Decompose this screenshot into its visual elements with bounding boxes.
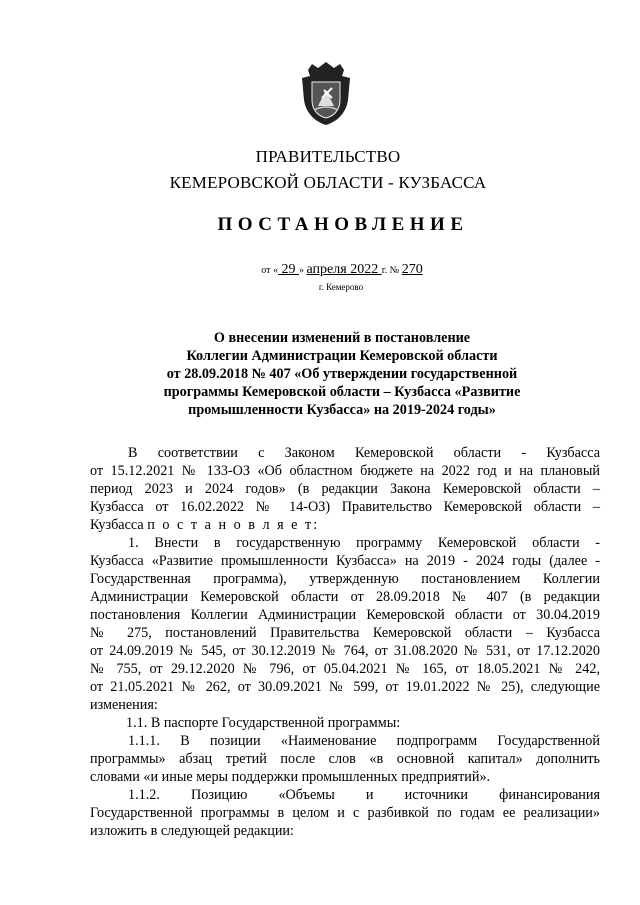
- body-line: № 275, постановлений Правительства Кемеровской области – Кузбасса: [90, 625, 600, 641]
- body-line: Администрации Кемеровской области от 28.09.2018 № 407 (в редакции: [90, 589, 600, 605]
- body-line: 1. Внести в государственную программу Кемеровской области -: [128, 535, 600, 551]
- body-line: период 2023 и 2024 годов» (в редакции Закона Кемеровской области –: [90, 481, 600, 497]
- title-line: Коллегии Администрации Кемеровской области: [186, 348, 498, 364]
- body-line: 1.1.1. В позиции «Наименование подпрограмм Государственной: [128, 733, 600, 749]
- date-mid: »: [299, 265, 307, 276]
- coat-of-arms-icon: [298, 60, 354, 126]
- body-line: Кузбасса от 16.02.2022 № 14-ОЗ) Правительство Кемеровской области –: [90, 499, 600, 515]
- body-text: Кузбасса: [90, 517, 148, 533]
- body-line: словами «и иные меры поддержки промышленных предприятий».: [90, 769, 491, 785]
- city-name: г. Кемерово: [318, 282, 364, 292]
- date-day: 29: [278, 262, 300, 277]
- title-line: программы Кемеровской области – Кузбасса «Развитие: [163, 384, 521, 400]
- document-number: 270: [401, 262, 423, 277]
- document-type-heading: ПОСТАНОВЛЕНИЕ: [217, 214, 469, 235]
- body-line: Кузбасса «Развитие промышленности Кузбасса» на 2019 - 2024 годы (далее -: [90, 553, 600, 569]
- body-line: Государственной программы в целом и с разбивкой по годам ее реализации»: [90, 805, 600, 821]
- body-line: от 21.05.2021 № 262, от 30.09.2021 № 599, от 19.01.2022 № 25), следующие: [90, 679, 600, 695]
- body-line: В соответствии с Законом Кемеровской области - Кузбасса: [128, 445, 600, 461]
- body-line: постановления Коллегии Администрации Кемеровской области от 30.04.2019: [90, 607, 600, 623]
- body-line: от 15.12.2021 № 133-ОЗ «Об областном бюджете на 2022 год и на плановый: [90, 463, 600, 479]
- body-line: 1.1.2. Позицию «Объемы и источники финансирования: [128, 787, 600, 803]
- title-line: от 28.09.2018 № 407 «Об утверждении государственной: [166, 366, 518, 382]
- date-suffix: г. №: [381, 265, 400, 276]
- title-line: промышленности Кузбасса» на 2019-2024 годы»: [188, 402, 496, 418]
- body-line: изложить в следующей редакции:: [90, 823, 294, 839]
- date-month-year: апреля 2022: [306, 262, 382, 277]
- title-line: О внесении изменений в постановление: [213, 330, 471, 346]
- document-title: [100, 329, 584, 419]
- government-name-line2: КЕМЕРОВСКОЙ ОБЛАСТИ - КУЗБАССА: [169, 173, 487, 192]
- body-line: от 24.09.2019 № 545, от 30.12.2019 № 764, от 31.08.2020 № 531, от 17.12.2020: [90, 643, 600, 659]
- body-line: 1.1. В паспорте Государственной программы:: [126, 715, 401, 731]
- resolves-word: п о с т а н о в л я е т:: [147, 517, 320, 533]
- body-line: изменения:: [90, 697, 158, 713]
- date-prefix: от «: [261, 265, 279, 276]
- date-number-line: [0, 262, 640, 278]
- body-line: [90, 516, 600, 534]
- body-line: Государственная программа), утвержденную постановлением Коллегии: [90, 571, 600, 587]
- government-name-line1: ПРАВИТЕЛЬСТВО: [255, 147, 401, 166]
- document-body: [90, 444, 600, 840]
- body-line: программы» абзац третий после слов «в основной капитал» дополнить: [90, 751, 600, 767]
- body-line: № 755, от 29.12.2020 № 796, от 05.04.2021 № 165, от 18.05.2021 № 242,: [90, 661, 600, 677]
